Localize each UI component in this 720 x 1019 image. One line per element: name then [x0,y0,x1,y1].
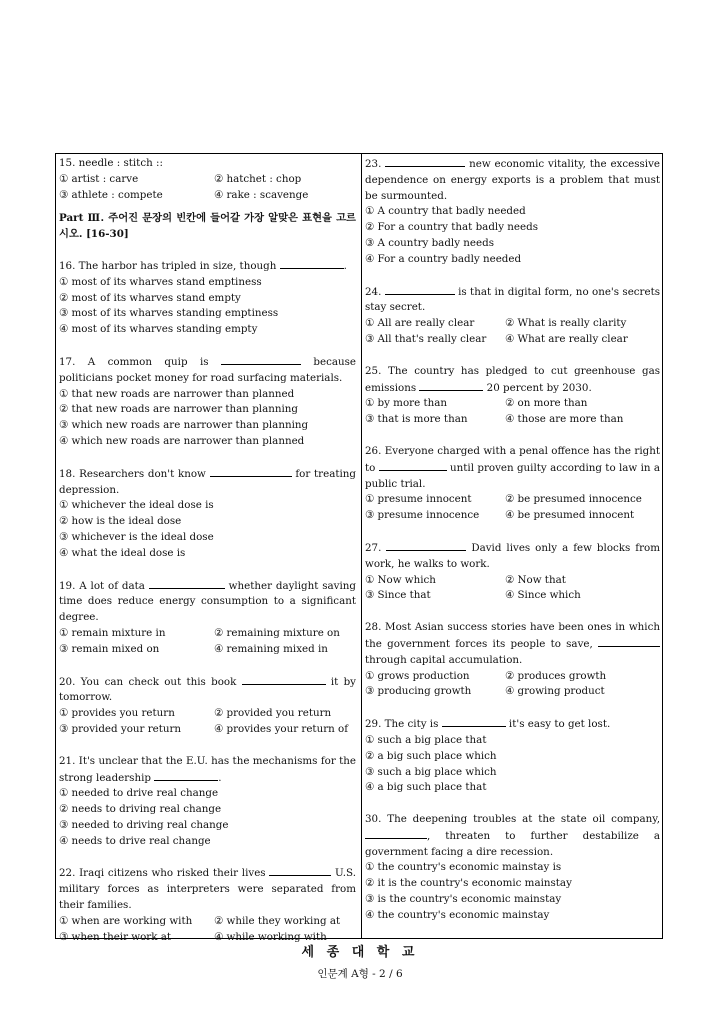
answer-blank [386,540,466,551]
option-3: ③ athlete : compete [59,188,163,201]
question-stem: 26. Everyone charged with a penal offence has the right to until proven guilty according to law in a public trial. [365,444,660,490]
option-3: ③ such a big place which [365,765,497,778]
option-4: ④ provides your return of [214,722,349,735]
question-stem: 29. The city is it's easy to get lost. [365,718,611,731]
option-1: ① All are really clear [365,317,475,330]
option-4: ④ a big such place that [365,781,487,794]
option-1: ① Now which [365,573,436,586]
question-23 [365,156,660,268]
question-24 [365,284,660,348]
option-2: ② that new roads are narrower than planning [59,403,299,416]
page-number: 인문계 A형 - 2 / 6 [317,968,403,980]
option-3: ③ that is more than [365,413,468,426]
option-4: ④ those are more than [505,413,624,426]
page-footer [0,944,720,982]
option-3: ③ when their work at [59,930,172,943]
option-4: ④ most of its wharves standing empty [59,323,258,336]
option-3: ③ provided your return [59,722,182,735]
option-4: ④ rake : scavenge [214,188,309,201]
option-3: ③ is the country's economic mainstay [365,893,562,906]
question-20 [59,674,356,738]
answer-blank [419,380,483,391]
option-2: ② For a country that badly needs [365,221,538,234]
option-4: ④ the country's economic mainstay [365,908,550,921]
option-2: ② provided you return [214,707,332,720]
option-1: ① remain mixture in [59,626,166,639]
part-3-heading: Part Ⅲ. 주어진 문장의 빈칸에 들어갈 가장 알맞은 표현을 고르시오. [16-30] [59,212,356,241]
question-stem: 27. David lives only a few blocks from work, he walks to work. [365,541,660,570]
option-1: ① whichever the ideal dose is [59,499,214,512]
option-2: ② Now that [505,573,566,586]
option-2: ② it is the country's economic mainstay [365,877,572,890]
option-2: ② remaining mixture on [214,626,340,639]
option-2: ② a big such place which [365,749,497,762]
question-16 [59,258,356,338]
option-1: ① that new roads are narrower than planned [59,387,295,400]
option-4: ④ What are really clear [505,332,628,345]
option-4: ④ needs to drive real change [59,834,211,847]
option-4: ④ while working with [214,930,327,943]
option-1: ① grows production [365,669,470,682]
answer-blank [149,578,225,589]
university-name: 세 종 대 학 교 [301,945,419,960]
question-21 [59,754,356,850]
option-3: ③ producing growth [365,685,472,698]
answer-blank [221,354,301,365]
option-1: ① needed to drive real change [59,787,219,800]
option-1: ① such a big place that [365,733,487,746]
option-4: ④ Since which [505,589,581,602]
answer-blank [242,674,326,685]
question-27 [365,540,660,604]
question-stem: 30. The deepening troubles at the state oil company, , threaten to further destabilize a government facing a dire recession. [365,813,660,858]
question-19 [59,578,356,658]
answer-blank [365,828,427,839]
question-stem: 25. The country has pledged to cut greenhouse gas emissions 20 percent by 2030. [365,364,660,394]
answer-blank [379,460,447,471]
left-column [59,156,356,945]
answer-blank [269,865,331,876]
option-3: ③ which new roads are narrower than planning [59,419,309,432]
option-1: ① presume innocent [365,493,472,506]
question-17 [59,354,356,450]
answer-blank [385,156,465,167]
option-2: ② needs to driving real change [59,803,222,816]
option-4: ④ remaining mixed in [214,642,328,655]
option-3: ③ presume innocence [365,509,480,522]
option-4: ④ be presumed innocent [505,509,635,522]
question-stem: 19. A lot of data whether daylight saving time does reduce energy consumption to a significant degree. [59,579,356,624]
option-2: ② What is really clarity [505,317,627,330]
option-4: ④ which new roads are narrower than planned [59,434,305,447]
option-1: ① most of its wharves stand emptiness [59,275,262,288]
option-3: ③ needed to driving real change [59,818,229,831]
option-3: ③ Since that [365,589,431,602]
option-2: ② hatchet : chop [214,172,302,185]
option-3: ③ All that's really clear [365,332,487,345]
question-29 [365,716,660,796]
option-3: ③ remain mixed on [59,642,160,655]
option-1: ① A country that badly needed [365,205,526,218]
question-28 [365,620,660,700]
right-column [365,156,660,924]
option-1: ① when are working with [59,914,193,927]
question-30 [365,812,660,924]
option-2: ② how is the ideal dose [59,515,182,528]
option-4: ④ For a country badly needed [365,252,522,265]
answer-blank [154,770,218,781]
question-stem: 18. Researchers don't know for treating depression. [59,467,356,496]
exam-frame [55,153,663,943]
question-stem: 15. needle : stitch :: [59,157,163,169]
question-25 [365,364,660,428]
question-22 [59,865,356,945]
question-stem: 22. Iraqi citizens who risked their lives U.S. military forces as interpreters were separated from their families. [59,867,357,912]
question-stem: 28. Most Asian success stories have been ones in which the government forces its people to save, through capital accumulation. [365,621,660,666]
question-stem: 17. A common quip is because politicians pocket money for road surfacing materials. [59,355,356,384]
option-4: ④ growing product [505,685,605,698]
question-stem: 16. The harbor has tripled in size, though . [59,259,347,272]
column-divider [361,154,362,938]
option-1: ① the country's economic mainstay is [365,861,562,874]
option-3: ③ whichever is the ideal dose [59,530,214,543]
question-18 [59,466,356,562]
option-3: ③ most of its wharves standing emptiness [59,307,279,320]
answer-blank [280,258,344,269]
option-1: ① by more than [365,397,447,410]
answer-blank [210,466,292,477]
question-15 [59,156,356,203]
option-2: ② produces growth [505,669,607,682]
option-4: ④ what the ideal dose is [59,546,186,559]
question-stem: 23. new economic vitality, the excessive dependence on energy exports is a problem that must be surmounted. [365,158,660,202]
option-2: ② most of its wharves stand empty [59,291,241,304]
question-26 [365,444,660,524]
option-3: ③ A country badly needs [365,236,494,249]
question-stem: 20. You can check out this book it by tomorrow. [59,675,356,704]
question-stem: 21. It's unclear that the E.U. has the mechanisms for the strong leadership . [59,754,356,784]
option-1: ① provides you return [59,707,175,720]
answer-blank [598,636,660,647]
question-stem: 24. is that in digital form, no one's secrets stay secret. [365,285,660,314]
option-2: ② while they working at [214,914,341,927]
answer-blank [385,284,455,295]
option-2: ② be presumed innocence [505,493,642,506]
answer-blank [442,716,506,727]
option-2: ② on more than [505,397,588,410]
option-1: ① artist : carve [59,172,139,185]
